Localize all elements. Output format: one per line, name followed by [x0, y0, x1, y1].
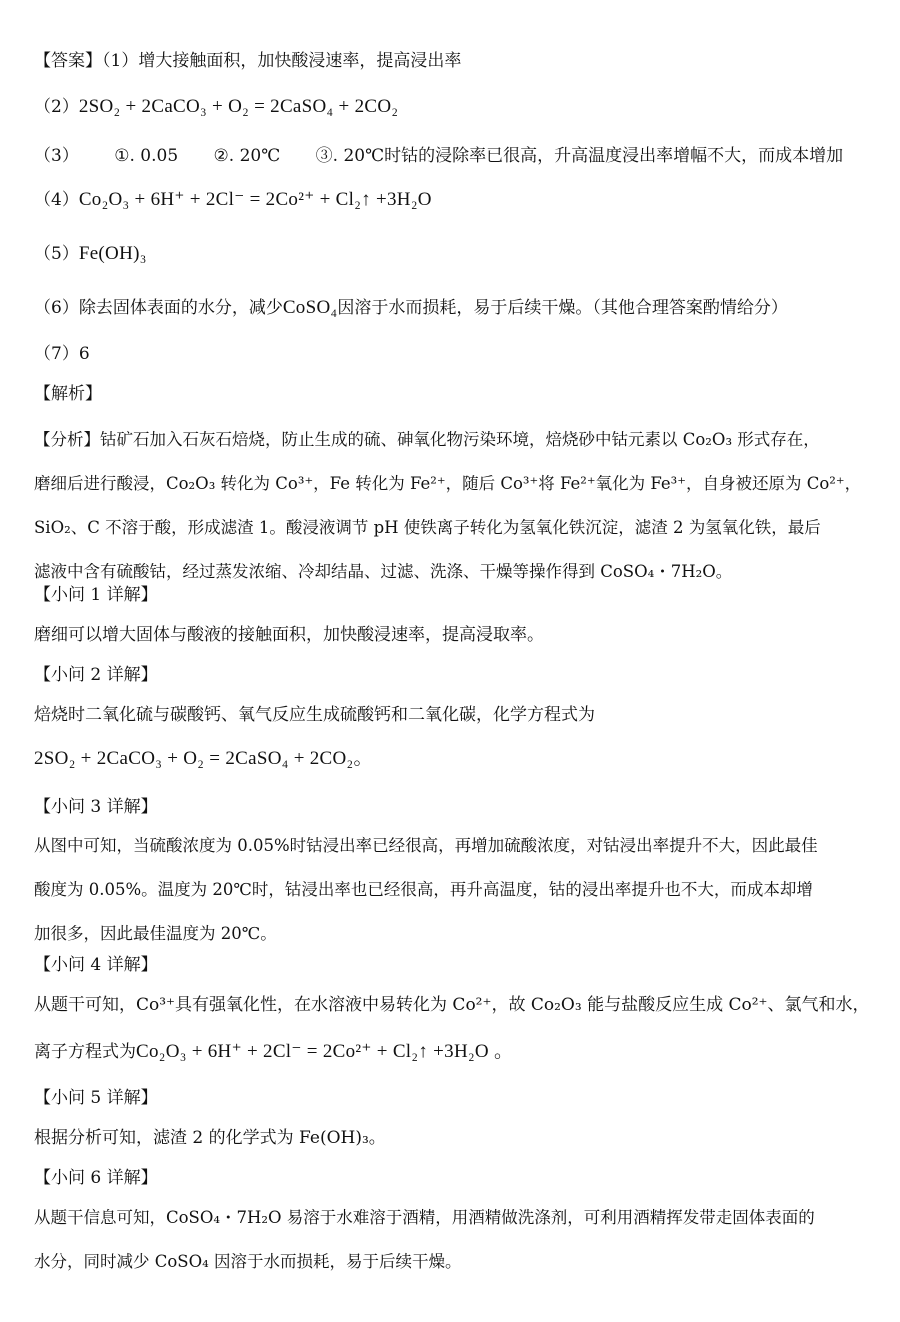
analysis-paragraph: [34, 418, 870, 594]
answer-line-4: [34, 189, 432, 211]
q4-heading: 【小问 4 详解】: [34, 955, 158, 975]
q6-row: 水分，同时减少 CoSO₄ 因溶于水而损耗，易于后续干燥。: [34, 1252, 462, 1271]
answer-label-3: （3）: [34, 146, 79, 166]
answer-3-option-2: ②. 20℃: [213, 146, 281, 166]
equation-ionic: Co₂O₃ + 6H⁺ + 2Cl⁻ = 2Co²⁺ + Cl₂↑ +3H₂O: [78, 189, 432, 210]
analysis-row: 磨细后进行酸浸，Co₂O₃ 转化为 Co³⁺，Fe 转化为 Fe²⁺，随后 Co³⁺将 Fe²⁺氧化为 Fe³⁺，自身被还原为 Co²⁺，: [34, 474, 862, 493]
answer-line-6: [34, 297, 788, 319]
q1-text: 磨细可以增大固体与酸液的接触面积，加快酸浸速率，提高浸取率。: [34, 625, 544, 645]
q3-paragraph: [34, 824, 870, 956]
q6-paragraph: [34, 1196, 870, 1284]
q4-text: 从题干可知，Co³⁺具有强氧化性，在水溶液中易转化为 Co²⁺，故 Co₂O₃ 能与盐酸反应生成 Co²⁺、氯气和水，: [34, 995, 870, 1015]
answer-line-2: [34, 96, 398, 118]
q6-heading: 【小问 6 详解】: [34, 1168, 158, 1188]
answer-label-5: （5）: [34, 244, 79, 264]
equation-roasting: 2SO₂ + 2CaCO₃ + O₂ = 2CaSO₄ + 2CO₂: [78, 96, 399, 117]
q2-text: 焙烧时二氧化硫与碳酸钙、氧气反应生成硫酸钙和二氧化碳，化学方程式为: [34, 705, 595, 725]
answer-line-7: （7）6: [34, 344, 90, 364]
q3-row: 从图中可知，当硫酸浓度为 0.05%时钴浸出率已经很高，再增加硫酸浓度，对钴浸出率提升不大，因此最佳: [34, 836, 818, 855]
analysis-row: 【分析】钴矿石加入石灰石焙烧，防止生成的硫、砷氧化物污染环境，焙烧砂中钴元素以 Co₂O₃ 形式存在，: [34, 430, 820, 449]
analysis-heading: 【解析】: [34, 384, 102, 404]
answer-line-1: 【答案】（1）增大接触面积，加快酸浸速率，提高浸出率: [34, 51, 462, 71]
q2-heading: 【小问 2 详解】: [34, 665, 158, 685]
q3-row: 酸度为 0.05%。温度为 20℃时，钴浸出率也已经很高，再升高温度，钴的浸出率提升也不大，而成本却增: [34, 880, 813, 899]
formula-cobalt-sulfate: CoSO₄: [282, 297, 338, 318]
q5-heading: 【小问 5 详解】: [34, 1088, 158, 1108]
formula-iron-hydroxide: Fe(OH)₃: [78, 243, 147, 264]
analysis-row: SiO₂、C 不溶于酸，形成滤渣 1。酸浸液调节 pH 使铁离子转化为氢氧化铁沉淀，滤渣 2 为氢氧化铁，最后: [34, 518, 821, 537]
answer-line-3: [34, 145, 843, 167]
q4-equation-line: [34, 1041, 513, 1063]
q1-heading: 【小问 1 详解】: [34, 585, 158, 605]
q4-equation-prefix: 离子方程式为: [34, 1042, 136, 1062]
analysis-row: 滤液中含有硫酸钴，经过蒸发浓缩、冷却结晶、过滤、洗涤、干燥等操作得到 CoSO₄・7H₂O。: [34, 562, 733, 581]
q5-text: 根据分析可知，滤渣 2 的化学式为 Fe(OH)₃。: [34, 1128, 386, 1148]
answer-line-5: [34, 243, 147, 265]
answer-3-option-1: ①. 0.05: [114, 146, 179, 166]
answer-label-2: （2）: [34, 97, 79, 117]
answer-6-post: 因溶于水而损耗，易于后续干燥。（其他合理答案酌情给分）: [337, 298, 788, 318]
q3-row: 加很多，因此最佳温度为 20℃。: [34, 924, 277, 943]
q2-equation: 2SO₂ + 2CaCO₃ + O₂ = 2CaSO₄ + 2CO₂。: [34, 748, 373, 769]
answer-6-pre: （6）除去固体表面的水分，减少: [34, 298, 283, 318]
q4-equation: Co₂O₃ + 6H⁺ + 2Cl⁻ = 2Co²⁺ + Cl₂↑ +3H₂O 。: [136, 1041, 514, 1062]
answer-label-4: （4）: [34, 190, 79, 210]
q6-row: 从题干信息可知，CoSO₄・7H₂O 易溶于水难溶于酒精，用酒精做洗涤剂，可利用酒精挥发带走固体表面的: [34, 1208, 815, 1227]
answer-3-option-3: ③. 20℃时钴的浸除率已很高，升高温度浸出率增幅不大，而成本增加: [315, 146, 844, 166]
q3-heading: 【小问 3 详解】: [34, 797, 158, 817]
